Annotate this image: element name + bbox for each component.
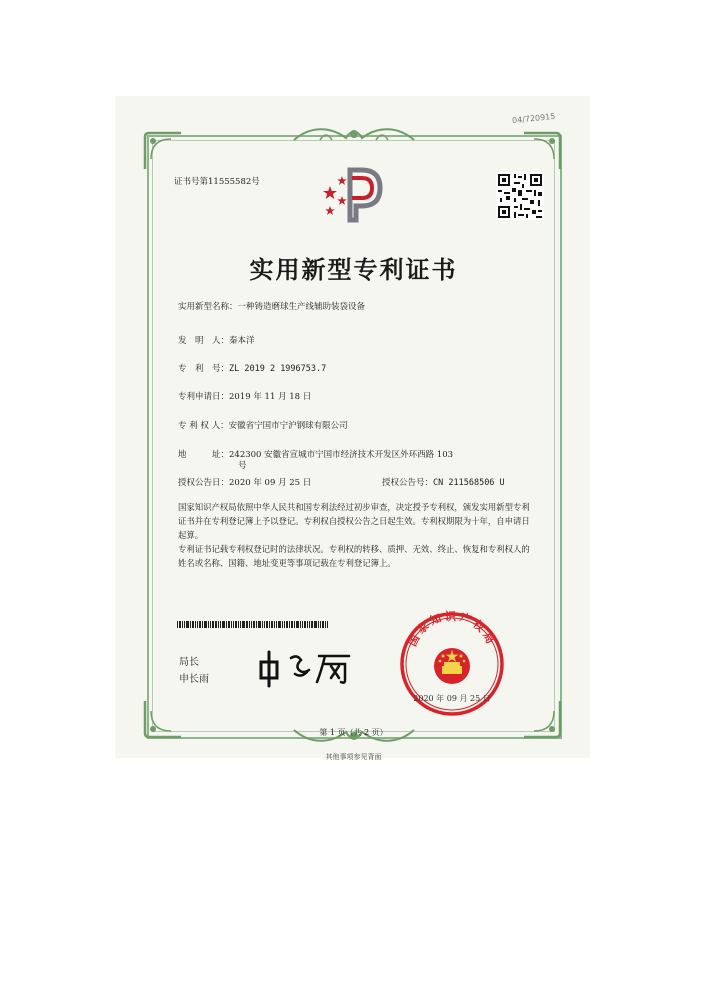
barcode-bar [314,621,317,628]
barcode-bar [307,621,308,628]
barcode-bar [296,621,299,628]
barcode-bar [289,621,290,628]
barcode-bar [220,621,221,628]
barcode-bar [320,621,321,628]
barcode-bar [199,621,201,628]
barcode-bar [258,621,261,628]
barcode-bar [231,621,232,628]
barcode-bar [197,621,198,628]
field-label: 授权公告日： [178,478,230,488]
barcode-bar [251,621,252,628]
barcode-bar [262,621,263,628]
page-title: 实用新型专利证书 [249,256,458,284]
field-label: 专利申请日： [178,392,230,402]
certificate-number [174,177,260,188]
field-inventor [178,336,255,347]
national-emblem-icon [434,648,470,684]
certificate-number-suffix: 号 [251,177,260,187]
barcode-bar [302,621,303,628]
barcode-bar [294,621,295,628]
official-seal [398,610,506,718]
barcode-bar [195,621,196,628]
barcode-bar [325,621,326,628]
bottom-note: 其他事项参见背面 [325,753,382,761]
field-label: 专 利 权 人： [178,421,229,431]
field-label: 专 利 号： [178,364,230,374]
barcode-bar [179,621,181,628]
barcode-bar [226,621,227,628]
barcode-bar [282,621,283,628]
barcode-bar [284,621,285,628]
barcode-bar [249,621,250,628]
barcode-bar [186,621,189,628]
field-grant-date [178,478,311,489]
barcode-bar [286,621,288,628]
cnipa-logo-icon [322,166,384,224]
barcode-bar [274,621,275,628]
field-name [178,302,365,313]
barcode-bar [276,621,277,628]
director-label: 局长 [179,657,199,668]
top-ornament-icon [290,124,418,148]
barcode-bar [212,621,214,628]
field-value: ZL 2019 2 1996753.7 [229,364,327,374]
field-label: 发 明 人： [178,336,230,346]
barcode-bar [233,621,234,628]
barcode-bar [266,621,268,628]
statement-paragraph-1: 国家知识产权局依照中华人民共和国专利法经过初步审查，决定授予专利权，颁发实用新型专利证书并在专利登记簿上予以登记。专利权自授权公告之日起生效。专利权期限为十年，自申请日起算。 [178,502,530,540]
statement-paragraph-2: 专利证书记载专利权登记时的法律状况。专利权的转移、质押、无效、终止、恢复和专利权人的姓名或名称、国籍、地址变更等事项记载在专利登记簿上。 [178,544,530,568]
page-footer: 第 1 页（共 2 页） [319,728,388,737]
certificate-number-value: 11555582 [208,177,252,187]
field-value: 一种铸造磨球生产线辅助装袋设备 [237,302,366,312]
field-address [178,450,453,461]
barcode-bar [269,621,270,628]
barcode-bar [271,621,273,628]
field-value: 安徽省宁国市宁沪钢球有限公司 [228,421,348,431]
barcode-bar [240,621,241,628]
barcode-bar [253,621,255,628]
certificate-number-label: 证书号第 [174,177,209,187]
barcode-bar [304,621,306,628]
barcode-bar [215,621,217,628]
barcode-bar [190,621,191,628]
barcode-bar [256,621,257,628]
seal-date: 2020 年 09 月 25 日 [413,694,491,703]
barcode-bar [264,621,265,628]
barcode-bar [246,621,248,628]
barcode-bar [177,621,178,628]
barcode-bar [228,621,230,628]
field-label: 授权公告号： [382,478,434,488]
barcode-bar [311,621,313,628]
seal-text: 国家知识产权局 [405,610,499,649]
qr-code-icon [496,172,544,220]
field-filing-date [178,392,311,403]
barcode-bar [204,621,207,628]
barcode-bar [300,621,301,628]
barcode-bar [278,621,281,628]
barcode-bar [291,621,293,628]
field-address-line2: 号 [238,461,247,471]
barcode-bar [242,621,245,628]
field-label: 地 址： [178,450,230,460]
field-patent-number [178,364,326,375]
barcode-icon [177,621,329,640]
barcode-bar [327,621,328,628]
barcode-bar [182,621,183,628]
barcode-bar [184,621,185,628]
barcode-bar [222,621,225,628]
barcode-bar [210,621,211,628]
barcode-bar [192,621,194,628]
field-grant-number [382,478,505,489]
signature-icon [255,648,355,688]
field-value: CN 211568506 U [433,478,505,488]
barcode-bar [318,621,319,628]
svg-text:国家知识产权局 [405,610,498,648]
barcode-bar [238,621,239,628]
field-patentee [178,421,348,432]
field-value: 242300 安徽省宣城市宁国市经济技术开发区外环西路 103 [229,450,454,460]
handwritten-note: 04/720915 [511,111,556,126]
barcode-bar [202,621,203,628]
barcode-bar [309,621,310,628]
field-value: 2019 年 11 月 18 日 [229,392,312,402]
corner-ornament-icon [522,129,564,171]
field-label: 实用新型名称： [178,302,238,312]
barcode-bar [208,621,209,628]
field-value: 秦本洋 [229,336,255,346]
corner-ornament-icon [141,129,183,171]
barcode-bar [322,621,324,628]
barcode-bar [218,621,219,628]
barcode-bar [235,621,237,628]
director-name: 申长雨 [179,674,209,685]
field-value: 2020 年 09 月 25 日 [229,478,312,488]
